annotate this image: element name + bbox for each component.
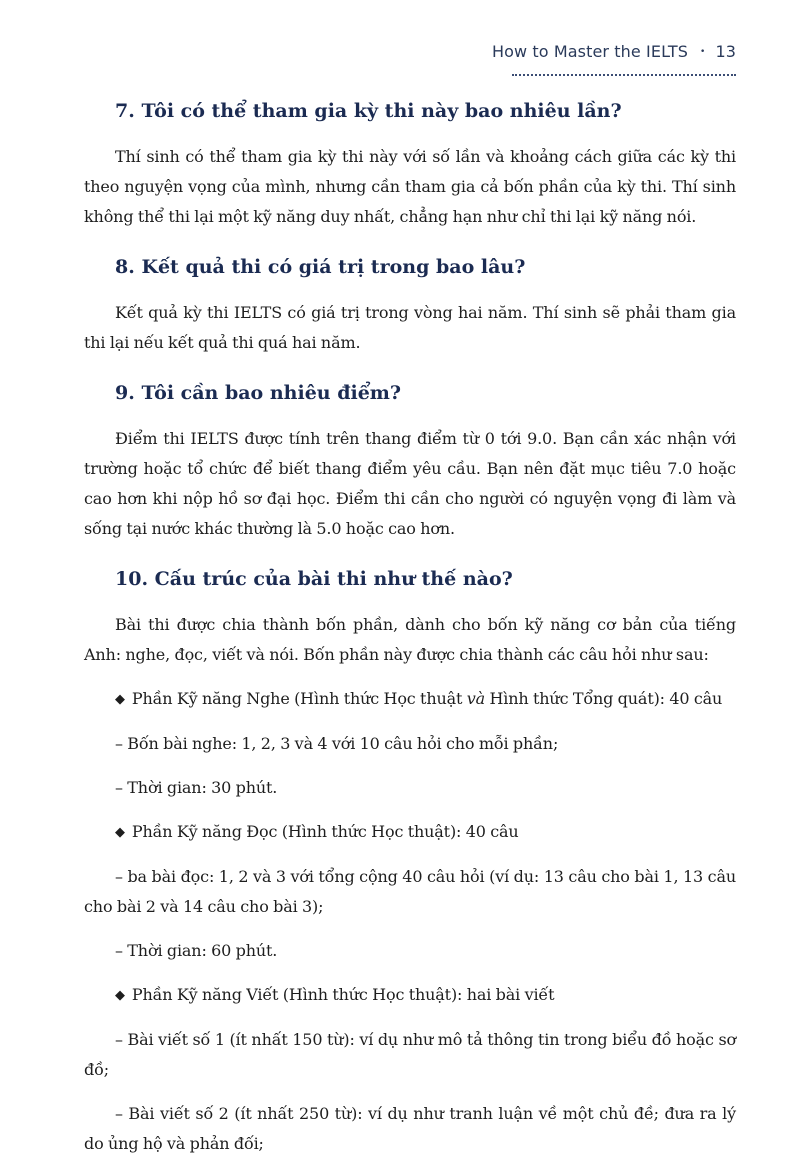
book-title: How to Master the IELTS xyxy=(492,42,689,61)
diamond-bullet-icon: ◆ xyxy=(115,692,125,707)
paragraph-q7: Thí sinh có thể tham gia kỳ thi này với số lần và khoảng cách giữa các kỳ thi theo nguyện vọng của mình, nhưng cần tham gia cả bốn phần của kỳ thi. Thí sinh không thể thi lại một kỹ năng duy nhất, chẳng hạn như chỉ thi lại kỹ năng nói. xyxy=(84,147,736,226)
reading-detail-2: – Thời gian: 60 phút. xyxy=(115,941,278,960)
header-separator: • xyxy=(700,47,706,57)
heading-q7: 7. Tôi có thể tham gia kỳ thi này bao nhiêu lần? xyxy=(115,100,622,122)
heading-q10: 10. Cấu trúc của bài thi như thế nào? xyxy=(115,568,513,590)
paragraph-q9: Điểm thi IELTS được tính trên thang điểm từ 0 tới 9.0. Bạn cần xác nhận với trường hoặc tổ chức để biết thang điểm yêu cầu. Bạn nên đặt mục tiêu 7.0 hoặc cao hơn khi nộp hồ sơ đại học. Điểm thi cần cho người có nguyện vọng đi làm và sống tại nước khác thường là 5.0 hoặc cao hơn. xyxy=(84,429,736,538)
header-dotted-rule xyxy=(512,74,736,76)
writing-section-label: ◆ Phần Kỹ năng Viết (Hình thức Học thuật): hai bài viết xyxy=(115,985,555,1004)
reading-section-label: ◆ Phần Kỹ năng Đọc (Hình thức Học thuật): 40 câu xyxy=(115,822,519,841)
paragraph-q10-intro: Bài thi được chia thành bốn phần, dành cho bốn kỹ năng cơ bản của tiếng Anh: nghe, đọc, viết và nói. Bốn phần này được chia thành các câu hỏi như sau: xyxy=(84,615,736,664)
reading-detail-1: – ba bài đọc: 1, 2 và 3 với tổng cộng 40 câu hỏi (ví dụ: 13 câu cho bài 1, 13 câu cho bài 2 và 14 câu cho bài 3); xyxy=(84,867,736,916)
running-header xyxy=(492,42,736,61)
writing-detail-2: – Bài viết số 2 (ít nhất 250 từ): ví dụ như tranh luận về một chủ đề; đưa ra lý do ủng hộ và phản đối; xyxy=(84,1104,736,1153)
heading-q9: 9. Tôi cần bao nhiêu điểm? xyxy=(115,382,402,404)
paragraph-q8: Kết quả kỳ thi IELTS có giá trị trong vòng hai năm. Thí sinh sẽ phải tham gia thi lại nếu kết quả thi quá hai năm. xyxy=(84,303,736,352)
listening-detail-1: – Bốn bài nghe: 1, 2, 3 và 4 với 10 câu hỏi cho mỗi phần; xyxy=(115,734,559,753)
page-body xyxy=(84,96,736,1173)
listening-section-label: ◆ Phần Kỹ năng Nghe (Hình thức Học thuật và Hình thức Tổng quát): 40 câu xyxy=(115,689,723,708)
diamond-bullet-icon: ◆ xyxy=(115,825,125,840)
listening-detail-2: – Thời gian: 30 phút. xyxy=(115,778,278,797)
page-number: 13 xyxy=(715,42,736,61)
heading-q8: 8. Kết quả thi có giá trị trong bao lâu? xyxy=(115,256,526,278)
writing-detail-1: – Bài viết số 1 (ít nhất 150 từ): ví dụ như mô tả thông tin trong biểu đồ hoặc sơ đồ; xyxy=(84,1030,736,1079)
diamond-bullet-icon: ◆ xyxy=(115,988,125,1003)
